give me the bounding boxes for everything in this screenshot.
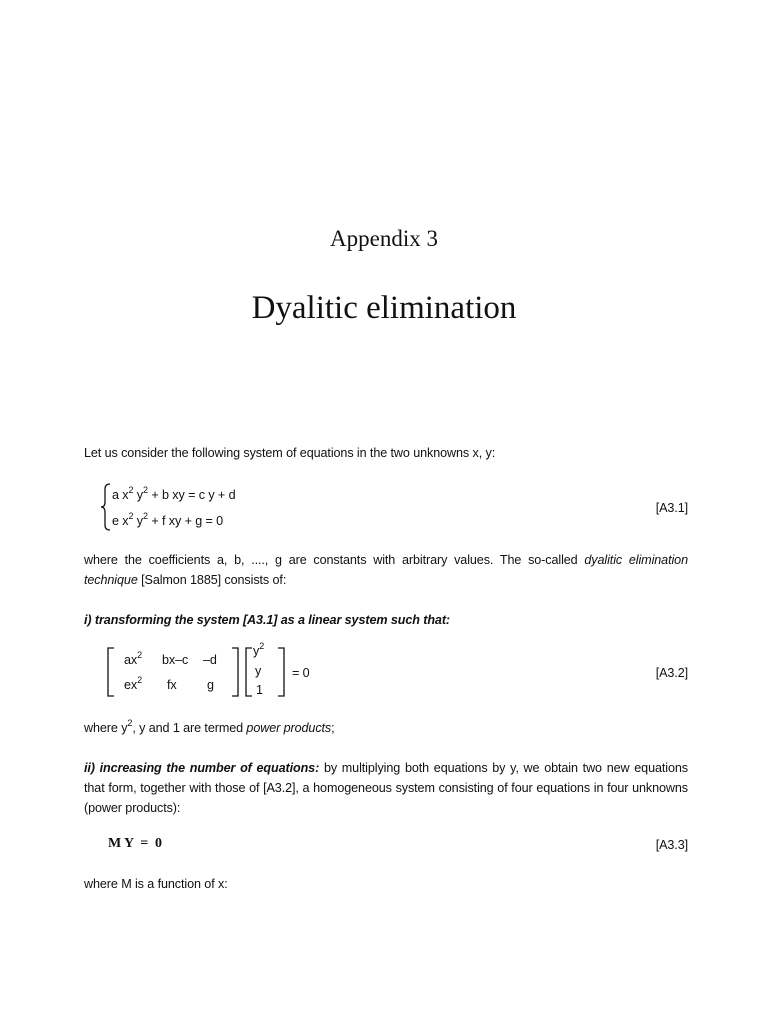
vector-one: 1 [256, 683, 263, 697]
matrix-equals-zero: = 0 [292, 666, 310, 680]
matrix-r1c1: $ax^2$ [124, 650, 143, 667]
equation-line-2: e $x^2$ $y^2 + f$ xy + g = 0 [112, 511, 224, 528]
matrix-r1c3: –d [203, 653, 217, 667]
power-products-paragraph: where $y^2$, y and 1 are termed power products; [84, 718, 335, 735]
vector-y: y [255, 664, 262, 678]
chapter-title: Dyalitic elimination [251, 290, 517, 326]
appendix-heading: Appendix 3 [330, 226, 438, 251]
equation-line-1: a $x^2$ $y^2 + b$ xy = c y + d [112, 485, 236, 502]
equation-label-a3-3: [A3.3] [655, 838, 688, 852]
intro-paragraph: Let us consider the following system of equations in the two unknowns x, y: [84, 446, 496, 460]
equation-a3-3: M Y = 0 [108, 836, 162, 851]
vector-y-squared: $y^2$ [253, 641, 265, 658]
closing-line: where M is a function of x: [84, 877, 228, 891]
equation-label-a3-1: [A3.1] [655, 501, 688, 515]
matrix-r2c2: fx [167, 678, 177, 692]
step-two-paragraph: ii) increasing the number of equations: by multiplying both equations by y, we obtain two new equations that form, together with those of [A3.2], a homogeneous system consisting of four equations in four unknowns (power products): [84, 761, 688, 815]
equation-label-a3-2: [A3.2] [655, 666, 688, 680]
matrix-r1c2: bx–c [162, 653, 189, 667]
matrix-r2c1: $ex^2$ [124, 675, 143, 692]
matrix-r2c3: g [207, 678, 214, 692]
left-brace [100, 483, 112, 531]
step-one-heading: i) transforming the system [A3.1] as a linear system such that: [84, 613, 451, 627]
coefficients-paragraph: where the coefficients a, b, ...., g are constants with arbitrary values. The so-called dyalitic elimination technique [Salmon 1885] consists of: [84, 553, 688, 587]
